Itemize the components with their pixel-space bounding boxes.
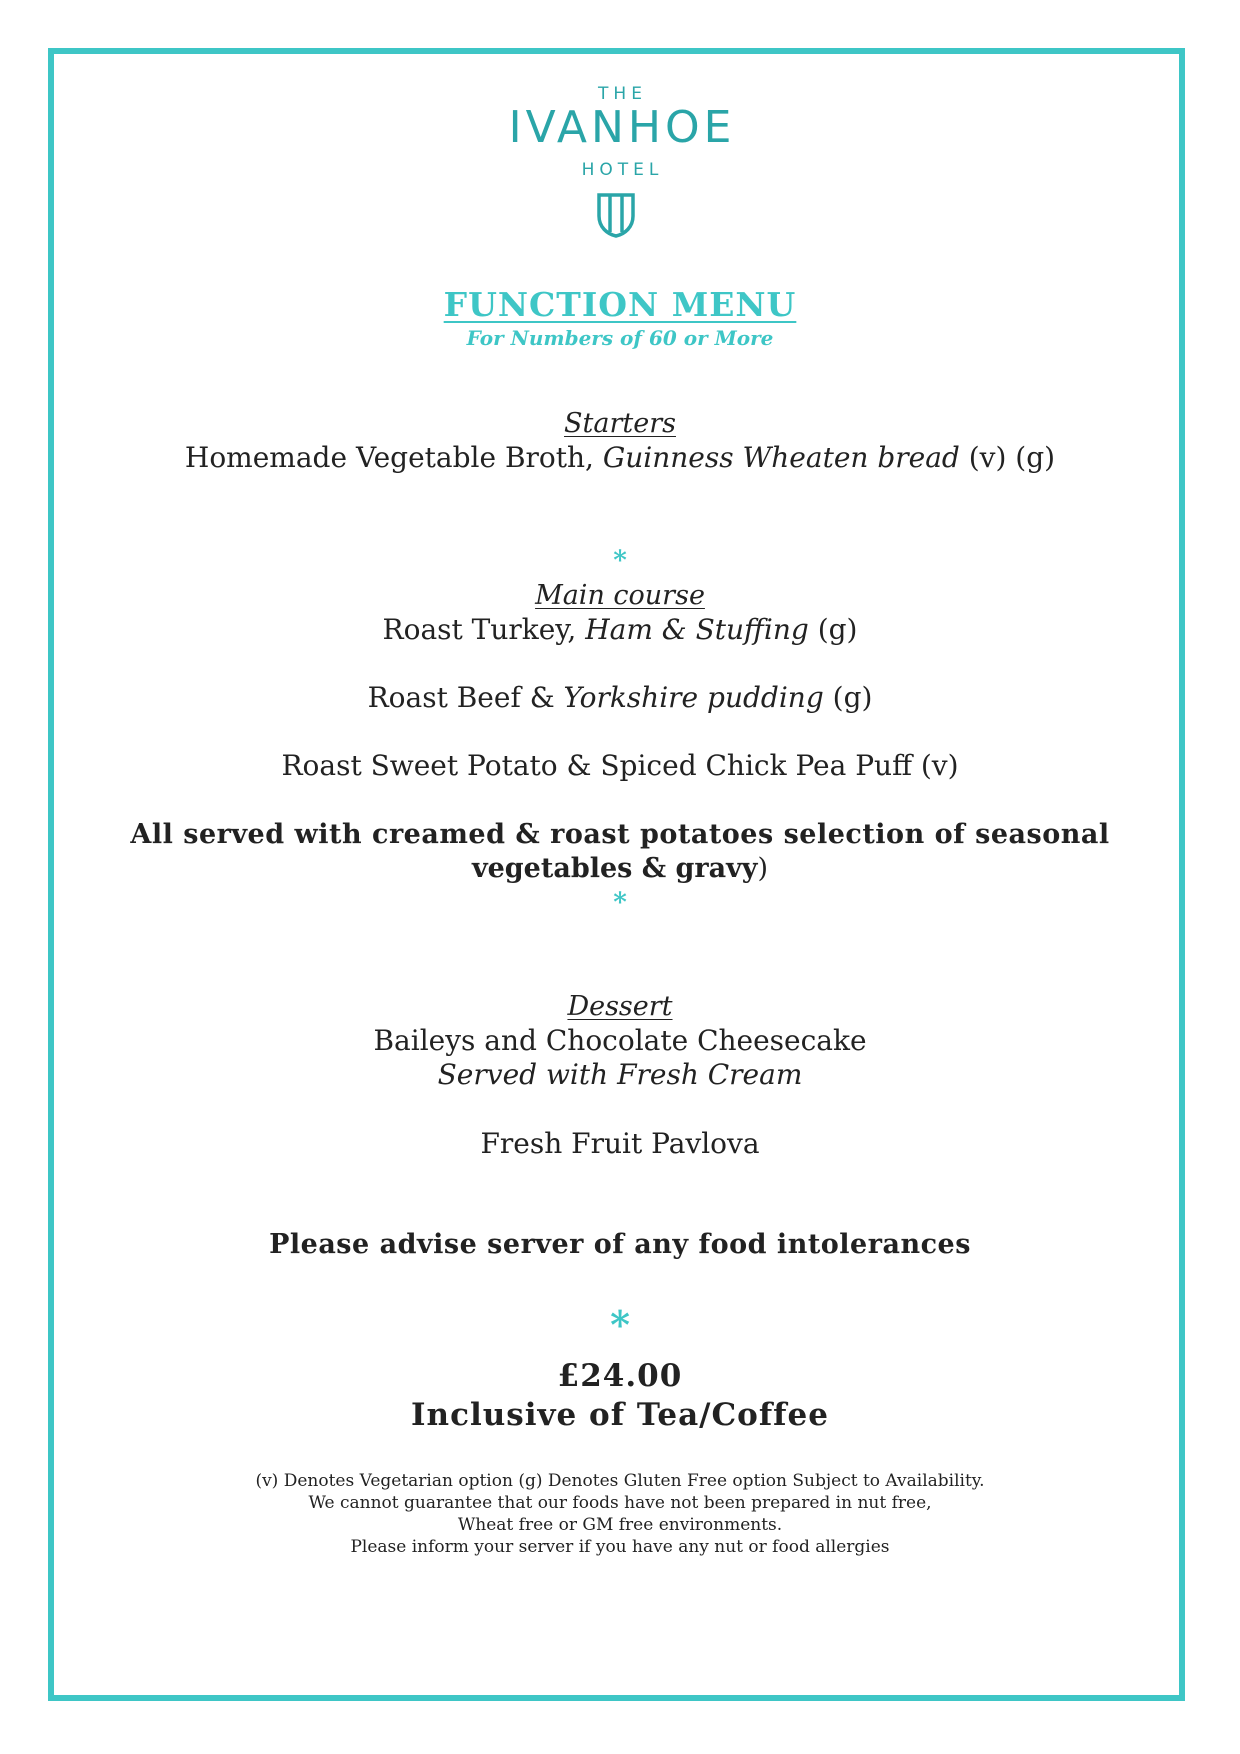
main-item-turkey-name: Roast Turkey, [382, 613, 586, 646]
dessert-item-cheesecake: Baileys and Chocolate Cheesecake [373, 1024, 867, 1057]
menu-title: FUNCTION MENU [443, 285, 797, 324]
served-with-line-2-text: vegetables & gravy [471, 853, 758, 884]
intolerance-notice: Please advise server of any food intolerances [269, 1229, 971, 1260]
main-item-vegetarian: Roast Sweet Potato & Spiced Chick Pea Puff (v) [281, 749, 959, 782]
main-item-beef-accompaniment: Yorkshire pudding [563, 681, 824, 714]
dessert-heading: Dessert [567, 991, 673, 1022]
price-inclusive: Inclusive of Tea/Coffee [411, 1397, 829, 1433]
starter-item-name: Homemade Vegetable Broth, [184, 441, 603, 474]
main-item-beef-name: Roast Beef & [367, 681, 564, 714]
price-amount: £24.00 [557, 1358, 683, 1394]
shield-crest-icon [596, 192, 636, 238]
starters-heading: Starters [564, 408, 676, 439]
starter-item-accompaniment: Guinness Wheaten bread [602, 441, 960, 474]
logo-the: THE [598, 84, 647, 104]
separator-star-2: * [613, 888, 627, 918]
logo-hotel: HOTEL [581, 160, 664, 180]
main-item-beef-diet: (g) [823, 681, 873, 714]
dessert-item-cheesecake-served: Served with Fresh Cream [437, 1058, 803, 1091]
logo-ivanhoe: IVANHOE [508, 102, 736, 153]
served-with-line-2 [0, 853, 1240, 884]
starter-item [0, 441, 1240, 474]
footnote-environment: Wheat free or GM free environments. [457, 1515, 783, 1535]
dessert-item-pavlova: Fresh Fruit Pavlova [480, 1127, 760, 1160]
main-item-turkey-accompaniment: Ham & Stuffing [585, 613, 809, 646]
served-with-line-1: All served with creamed & roast potatoes selection of seasonal [130, 819, 1110, 850]
main-item-beef [0, 681, 1240, 714]
main-item-turkey-diet: (g) [808, 613, 858, 646]
main-course-heading: Main course [535, 580, 705, 611]
menu-subtitle: For Numbers of 60 or More [466, 326, 774, 350]
starter-item-diet: (v) (g) [959, 441, 1056, 474]
separator-star: * [613, 546, 627, 576]
separator-star-large: * [610, 1302, 630, 1347]
footnote-dietary: (v) Denotes Vegetarian option (g) Denotes Gluten Free option Subject to Availability. [255, 1471, 985, 1491]
footnote-allergies: Please inform your server if you have any nut or food allergies [350, 1537, 890, 1557]
main-item-turkey [0, 613, 1240, 646]
footnote-guarantee: We cannot guarantee that our foods have not been prepared in nut free, [308, 1493, 932, 1513]
served-with-line-2-suffix: ) [757, 853, 769, 884]
